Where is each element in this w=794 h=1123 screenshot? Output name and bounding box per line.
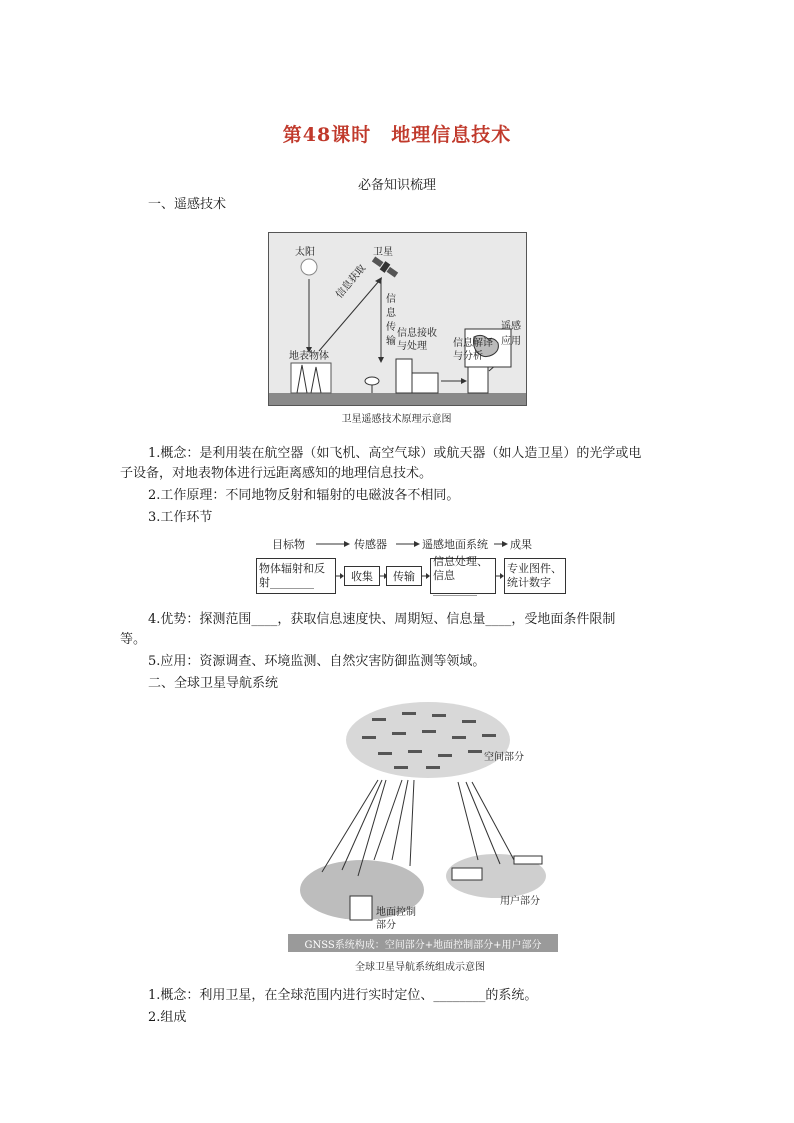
figure2-caption: 全球卫星导航系统组成示意图 — [355, 962, 485, 973]
composition-text: GNSS系统构成：空间部分+地面控制部分+用户部分 — [304, 940, 542, 951]
composition-heading: 2.组成 — [148, 1010, 187, 1025]
space-label: 空间部分 — [484, 752, 524, 763]
ground-strip — [269, 393, 526, 405]
sun-icon — [301, 259, 317, 275]
flow-top-result: 成果 — [510, 538, 532, 551]
flow-box-processing: 信息处理、信息________ — [430, 558, 496, 594]
flow-box-transmit: 传输 — [386, 566, 422, 586]
concept-line2: 子设备，对地表物体进行远距离感知的地理信息技术。 — [120, 466, 433, 481]
advantage-line1: 4.优势：探测范围____，获取信息速度快、周期短、信息量____，受地面条件限制 — [148, 612, 616, 627]
advantage-line2: 等。 — [120, 632, 147, 647]
satellite-icon — [371, 255, 400, 279]
section-heading: 必备知识梳理 — [357, 178, 436, 193]
steps-heading: 3.工作环节 — [148, 510, 213, 525]
control-station-icon — [350, 896, 372, 920]
application-label: 遥感应用 — [501, 321, 521, 347]
vehicle-icon — [452, 868, 482, 880]
page-title: 第48课时 地理信息技术 — [282, 124, 512, 146]
flow-top-target: 目标物 — [272, 538, 305, 551]
gnss-concept: 1.概念：利用卫星，在全球范围内进行实时定位、________的系统。 — [148, 988, 538, 1003]
dish-icon — [365, 377, 379, 385]
concept-line1: 1.概念：是利用装在航空器（如飞机、高空气球）或航天器（如人造卫星）的光学或电 — [148, 446, 642, 461]
surface-label: 地表物体 — [289, 351, 329, 362]
building-icon — [396, 359, 412, 393]
application-text: 5.应用：资源调查、环境监测、自然灾害防御监测等领域。 — [148, 654, 486, 669]
transmit-label: 信息传输 — [386, 294, 396, 347]
acquire-label: 信息获取 — [334, 262, 369, 301]
remote-sensing-figure — [268, 232, 527, 406]
flow-top-ground: 遥感地面系统 — [422, 538, 488, 551]
flow-box-collect: 收集 — [344, 566, 380, 586]
flow-top-sensor: 传感器 — [354, 538, 387, 551]
figure1-caption: 卫星遥感技术原理示意图 — [341, 414, 452, 425]
ground-label: 地面控制部分 — [376, 907, 416, 931]
part2-heading: 二、全球卫星导航系统 — [148, 676, 279, 691]
plane-icon — [514, 856, 542, 864]
sun-label: 太阳 — [295, 247, 315, 258]
gnss-diagram — [282, 700, 558, 952]
principle-text: 2.工作原理：不同地物反射和辐射的电磁波各不相同。 — [148, 488, 460, 503]
gnss-figure — [282, 700, 558, 952]
flow-box-output: 专业图件、统计数字 — [504, 558, 566, 594]
part1-heading: 一、遥感技术 — [148, 197, 227, 212]
flow-box-radiation: 物体辐射和反射________ — [256, 558, 336, 594]
computer-icon — [468, 367, 488, 393]
interpret-label: 信息解译与分析 — [453, 338, 493, 362]
satellite-label: 卫星 — [373, 247, 393, 258]
receive-label: 信息接收与处理 — [397, 328, 437, 352]
workflow-diagram — [256, 532, 566, 596]
user-label: 用户部分 — [500, 896, 540, 907]
surface-box — [291, 363, 331, 393]
